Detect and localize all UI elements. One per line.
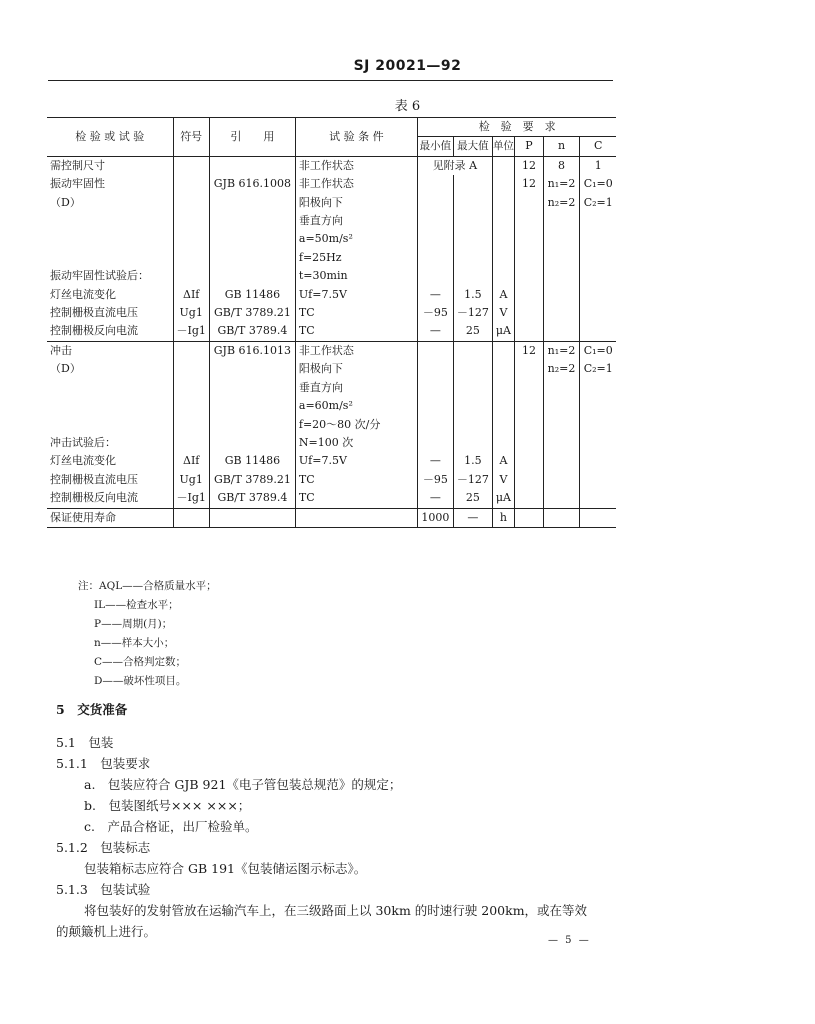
header-item: 检 验 或 试 验: [47, 118, 173, 157]
table-row: [47, 341, 616, 360]
cell-p: [514, 508, 543, 527]
cell-symbol: [173, 156, 209, 175]
note-line: n——样本大小；: [94, 637, 175, 649]
cell-max: [453, 267, 492, 285]
cell-max: －127: [453, 304, 492, 322]
page-number: — 5 —: [548, 935, 591, 946]
cell-p: [514, 322, 543, 341]
header-c: C: [594, 139, 603, 153]
cell-c: C₁=0: [583, 177, 613, 191]
cell-n: n₁=2: [543, 341, 579, 360]
cell-c: [579, 230, 616, 248]
note-line: D——破坏性项目。: [94, 675, 187, 687]
cell-item: [47, 397, 173, 415]
cell-p: [514, 304, 543, 322]
cell-p: [514, 452, 543, 470]
cell-unit: [492, 212, 514, 230]
cell-p: 12: [514, 156, 543, 175]
header-rule: [48, 80, 613, 81]
cell-c: C₁=0: [583, 343, 613, 357]
packaging-test-text: 将包装好的发射管放在运输汽车上，在三级路面上以 30km 的时速行驶 200km，或在等效: [84, 903, 588, 918]
table-row: [47, 322, 616, 341]
table-notes: [78, 577, 217, 691]
cell-symbol: [173, 175, 209, 193]
cell-item: 保证使用寿命: [47, 508, 173, 527]
cell-p: 12: [514, 341, 543, 360]
cell-symbol: [173, 508, 209, 527]
cell-ref: [209, 230, 295, 248]
cell-ref: [209, 397, 295, 415]
cell-cond: f=25Hz: [295, 249, 417, 267]
cell-n: [543, 304, 579, 322]
cell-symbol: [173, 212, 209, 230]
cell-max: [453, 175, 492, 193]
cell-cond: TC: [295, 471, 417, 489]
cell-cond: f=20～80 次/分: [295, 416, 417, 434]
cell-cond: 阳极向下: [295, 194, 417, 212]
section-5-1-3-heading: 5.1.3 包装试验: [56, 882, 151, 897]
cell-ref: [209, 212, 295, 230]
cell-max: [453, 212, 492, 230]
cell-symbol: [173, 379, 209, 397]
cell-c: [579, 286, 616, 304]
cell-item: [47, 212, 173, 230]
section-5-heading: 5 交货准备: [56, 702, 128, 717]
cell-unit: V: [492, 471, 514, 489]
cell-unit: [492, 249, 514, 267]
cell-item: 控制栅极反向电流: [47, 489, 173, 508]
cell-cond: TC: [295, 322, 417, 341]
cell-p: [514, 397, 543, 415]
cell-n: [543, 230, 579, 248]
cell-p: [514, 416, 543, 434]
cell-item: [47, 379, 173, 397]
cell-min: [417, 360, 453, 378]
cell-unit: μA: [492, 322, 514, 341]
header-min: 最小值: [417, 137, 453, 156]
cell-unit: [492, 360, 514, 378]
cell-c: [579, 489, 616, 508]
cell-symbol: [173, 341, 209, 360]
header-reference: 引 用: [209, 118, 295, 157]
table-row: [47, 286, 616, 304]
cell-p: 12: [514, 175, 543, 193]
header-symbol: 符号: [173, 118, 209, 157]
cell-unit: μA: [492, 489, 514, 508]
cell-ref: [209, 360, 295, 378]
cell-n: [543, 249, 579, 267]
cell-ref: GB 11486: [209, 286, 295, 304]
cell-n: [543, 434, 579, 452]
cell-p: [514, 434, 543, 452]
cell-cond: Uf=7.5V: [295, 452, 417, 470]
cell-min: －95: [417, 304, 453, 322]
cell-p: [514, 267, 543, 285]
cell-c: [579, 452, 616, 470]
cell-min: [417, 249, 453, 267]
cell-max: [453, 360, 492, 378]
header-max: 最大值: [453, 137, 492, 156]
cell-min: 见附录 A: [417, 156, 492, 175]
cell-n: [543, 508, 579, 527]
cell-ref: [209, 249, 295, 267]
cell-ref: GB 11486: [209, 452, 295, 470]
cell-symbol: Ug1: [173, 304, 209, 322]
cell-n: [543, 471, 579, 489]
cell-p: [514, 194, 543, 212]
requirement-a: a. 包装应符合 GJB 921《电子管包装总规范》的规定；: [84, 777, 402, 792]
table-body: [47, 156, 616, 527]
cell-symbol: －Ig1: [173, 322, 209, 341]
cell-item: [47, 230, 173, 248]
cell-c: 1: [594, 158, 602, 172]
header-unit: 单位: [492, 137, 514, 156]
cell-item: [47, 249, 173, 267]
cell-ref: [209, 379, 295, 397]
cell-cond: 垂直方向: [295, 212, 417, 230]
requirement-c: c. 产品合格证，出厂检验单。: [84, 819, 258, 834]
cell-p: [514, 249, 543, 267]
cell-unit: [492, 194, 514, 212]
cell-unit: [492, 341, 514, 360]
cell-symbol: [173, 416, 209, 434]
cell-item: [47, 416, 173, 434]
cell-min: [417, 379, 453, 397]
cell-item: 冲击试验后：: [47, 434, 173, 452]
cell-ref: GB/T 3789.21: [209, 304, 295, 322]
cell-max: —: [453, 508, 492, 527]
cell-max: [453, 416, 492, 434]
cell-min: [417, 397, 453, 415]
cell-symbol: [173, 267, 209, 285]
table-row: [47, 194, 616, 212]
cell-cond: 非工作状态: [295, 341, 417, 360]
cell-min: [417, 341, 453, 360]
cell-n: [543, 286, 579, 304]
table-row: [47, 379, 616, 397]
cell-unit: [492, 175, 514, 193]
table-row: [47, 397, 616, 415]
table-row: [47, 304, 616, 322]
cell-ref: [209, 194, 295, 212]
cell-p: [514, 379, 543, 397]
cell-max: [453, 434, 492, 452]
cell-item: 需控制尺寸: [47, 156, 173, 175]
cell-ref: [209, 416, 295, 434]
cell-symbol: [173, 434, 209, 452]
cell-symbol: ΔIf: [173, 452, 209, 470]
cell-c: C₂=1: [583, 195, 613, 209]
cell-min: [417, 194, 453, 212]
cell-cond: t=30min: [295, 267, 417, 285]
cell-item: 振动牢固性试验后：: [47, 267, 173, 285]
cell-item: （D）: [47, 360, 173, 378]
cell-symbol: [173, 230, 209, 248]
cell-p: [514, 212, 543, 230]
cell-max: [453, 194, 492, 212]
cell-symbol: －Ig1: [173, 489, 209, 508]
cell-n: n₁=2: [543, 175, 579, 193]
cell-ref: [209, 508, 295, 527]
cell-unit: [492, 379, 514, 397]
cell-c: [579, 304, 616, 322]
cell-n: [543, 416, 579, 434]
cell-min: －95: [417, 471, 453, 489]
cell-ref: GB/T 3789.4: [209, 489, 295, 508]
cell-min: [417, 434, 453, 452]
cell-c: [579, 434, 616, 452]
cell-item: （D）: [47, 194, 173, 212]
table-row: [47, 267, 616, 285]
cell-n: n₂=2: [543, 194, 579, 212]
cell-unit: [492, 397, 514, 415]
cell-c: [579, 379, 616, 397]
cell-c: [579, 212, 616, 230]
cell-item: 灯丝电流变化: [47, 452, 173, 470]
cell-n: [543, 379, 579, 397]
cell-max: 25: [453, 489, 492, 508]
cell-cond: 垂直方向: [295, 379, 417, 397]
cell-max: －127: [453, 471, 492, 489]
cell-unit: [492, 267, 514, 285]
cell-n: 8: [543, 156, 579, 175]
note-line: P——周期(月)；: [94, 618, 173, 630]
cell-c: [579, 508, 616, 527]
cell-n: [543, 452, 579, 470]
cell-n: [543, 489, 579, 508]
cell-ref: [209, 156, 295, 175]
cell-n: [543, 267, 579, 285]
cell-item: 控制栅极反向电流: [47, 322, 173, 341]
section-5-1-1-heading: 5.1.1 包装要求: [56, 756, 151, 771]
table-row: [47, 508, 616, 527]
packaging-test-text-cont: 的颠簸机上进行。: [56, 924, 157, 939]
note-line: C——合格判定数；: [94, 656, 187, 668]
cell-c: [579, 249, 616, 267]
table-row: [47, 471, 616, 489]
cell-symbol: ΔIf: [173, 286, 209, 304]
cell-cond: a=50m/s²: [295, 230, 417, 248]
note-line: 注：AQL——合格质量水平；: [78, 580, 217, 592]
cell-c: [579, 471, 616, 489]
cell-item: 振动牢固性: [47, 175, 173, 193]
section-5-1-2-heading: 5.1.2 包装标志: [56, 840, 151, 855]
cell-item: 灯丝电流变化: [47, 286, 173, 304]
cell-unit: [492, 230, 514, 248]
cell-unit: h: [492, 508, 514, 527]
cell-cond: Uf=7.5V: [295, 286, 417, 304]
cell-min: [417, 175, 453, 193]
cell-p: [514, 230, 543, 248]
table-row: [47, 489, 616, 508]
cell-ref: [209, 434, 295, 452]
cell-cond: N=100 次: [295, 434, 417, 452]
cell-n: [543, 322, 579, 341]
header-condition: 试 验 条 件: [295, 118, 417, 157]
cell-max: [453, 230, 492, 248]
cell-p: [514, 286, 543, 304]
cell-c: [579, 267, 616, 285]
cell-min: [417, 267, 453, 285]
cell-min: —: [417, 452, 453, 470]
cell-min: [417, 416, 453, 434]
cell-ref: GJB 616.1008: [209, 175, 295, 193]
table-header-row-1: [47, 118, 616, 137]
packaging-mark-text: 包装箱标志应符合 GB 191《包装储运图示标志》。: [84, 861, 367, 876]
cell-n: n₂=2: [543, 360, 579, 378]
cell-min: —: [417, 489, 453, 508]
cell-item: 控制栅极直流电压: [47, 304, 173, 322]
cell-n: [543, 397, 579, 415]
cell-min: —: [417, 286, 453, 304]
cell-symbol: Ug1: [173, 471, 209, 489]
cell-cond: 阳极向下: [295, 360, 417, 378]
cell-max: [453, 341, 492, 360]
cell-unit: [492, 434, 514, 452]
cell-item: 冲击: [47, 341, 173, 360]
cell-c: [579, 322, 616, 341]
cell-max: 1.5: [453, 452, 492, 470]
cell-max: 1.5: [453, 286, 492, 304]
table-row: [47, 212, 616, 230]
cell-symbol: [173, 360, 209, 378]
table-row: [47, 452, 616, 470]
cell-unit: A: [492, 286, 514, 304]
cell-p: [514, 360, 543, 378]
document-code: SJ 20021—92: [353, 58, 462, 74]
cell-symbol: [173, 249, 209, 267]
cell-cond: TC: [295, 304, 417, 322]
table-row: [47, 175, 616, 193]
section-5-1-heading: 5.1 包装: [56, 735, 114, 750]
cell-ref: GB/T 3789.4: [209, 322, 295, 341]
cell-ref: GJB 616.1013: [209, 341, 295, 360]
cell-ref: [209, 267, 295, 285]
requirement-b: b. 包装图纸号××× ×××；: [84, 798, 251, 813]
note-line: IL——检查水平；: [94, 599, 179, 611]
table-row: [47, 360, 616, 378]
cell-cond: TC: [295, 489, 417, 508]
cell-p: [514, 489, 543, 508]
cell-c: [579, 397, 616, 415]
header-p: P: [514, 137, 543, 156]
cell-c: [579, 416, 616, 434]
cell-min: [417, 230, 453, 248]
header-requirements: 检 验 要 求: [417, 118, 616, 137]
cell-min: —: [417, 322, 453, 341]
cell-max: 25: [453, 322, 492, 341]
cell-max: [453, 379, 492, 397]
cell-symbol: [173, 194, 209, 212]
header-n: n: [543, 137, 579, 156]
cell-unit: [492, 416, 514, 434]
table-row: [47, 230, 616, 248]
cell-ref: GB/T 3789.21: [209, 471, 295, 489]
table-row: [47, 434, 616, 452]
cell-unit: A: [492, 452, 514, 470]
cell-p: [514, 471, 543, 489]
table-row: [47, 416, 616, 434]
cell-item: 控制栅极直流电压: [47, 471, 173, 489]
cell-cond: 非工作状态: [295, 175, 417, 193]
table-row: [47, 156, 616, 175]
cell-unit: [492, 156, 514, 175]
cell-max: [453, 397, 492, 415]
cell-max: [453, 249, 492, 267]
table-row: [47, 249, 616, 267]
cell-symbol: [173, 397, 209, 415]
cell-cond: [295, 508, 417, 527]
cell-unit: V: [492, 304, 514, 322]
cell-c: C₂=1: [583, 362, 613, 376]
cell-cond: 非工作状态: [295, 156, 417, 175]
cell-min: [417, 212, 453, 230]
cell-min: 1000: [417, 508, 453, 527]
table-caption: 表 6: [394, 99, 421, 114]
cell-cond: a=60m/s²: [295, 397, 417, 415]
inspection-table: [47, 117, 616, 528]
cell-n: [543, 212, 579, 230]
